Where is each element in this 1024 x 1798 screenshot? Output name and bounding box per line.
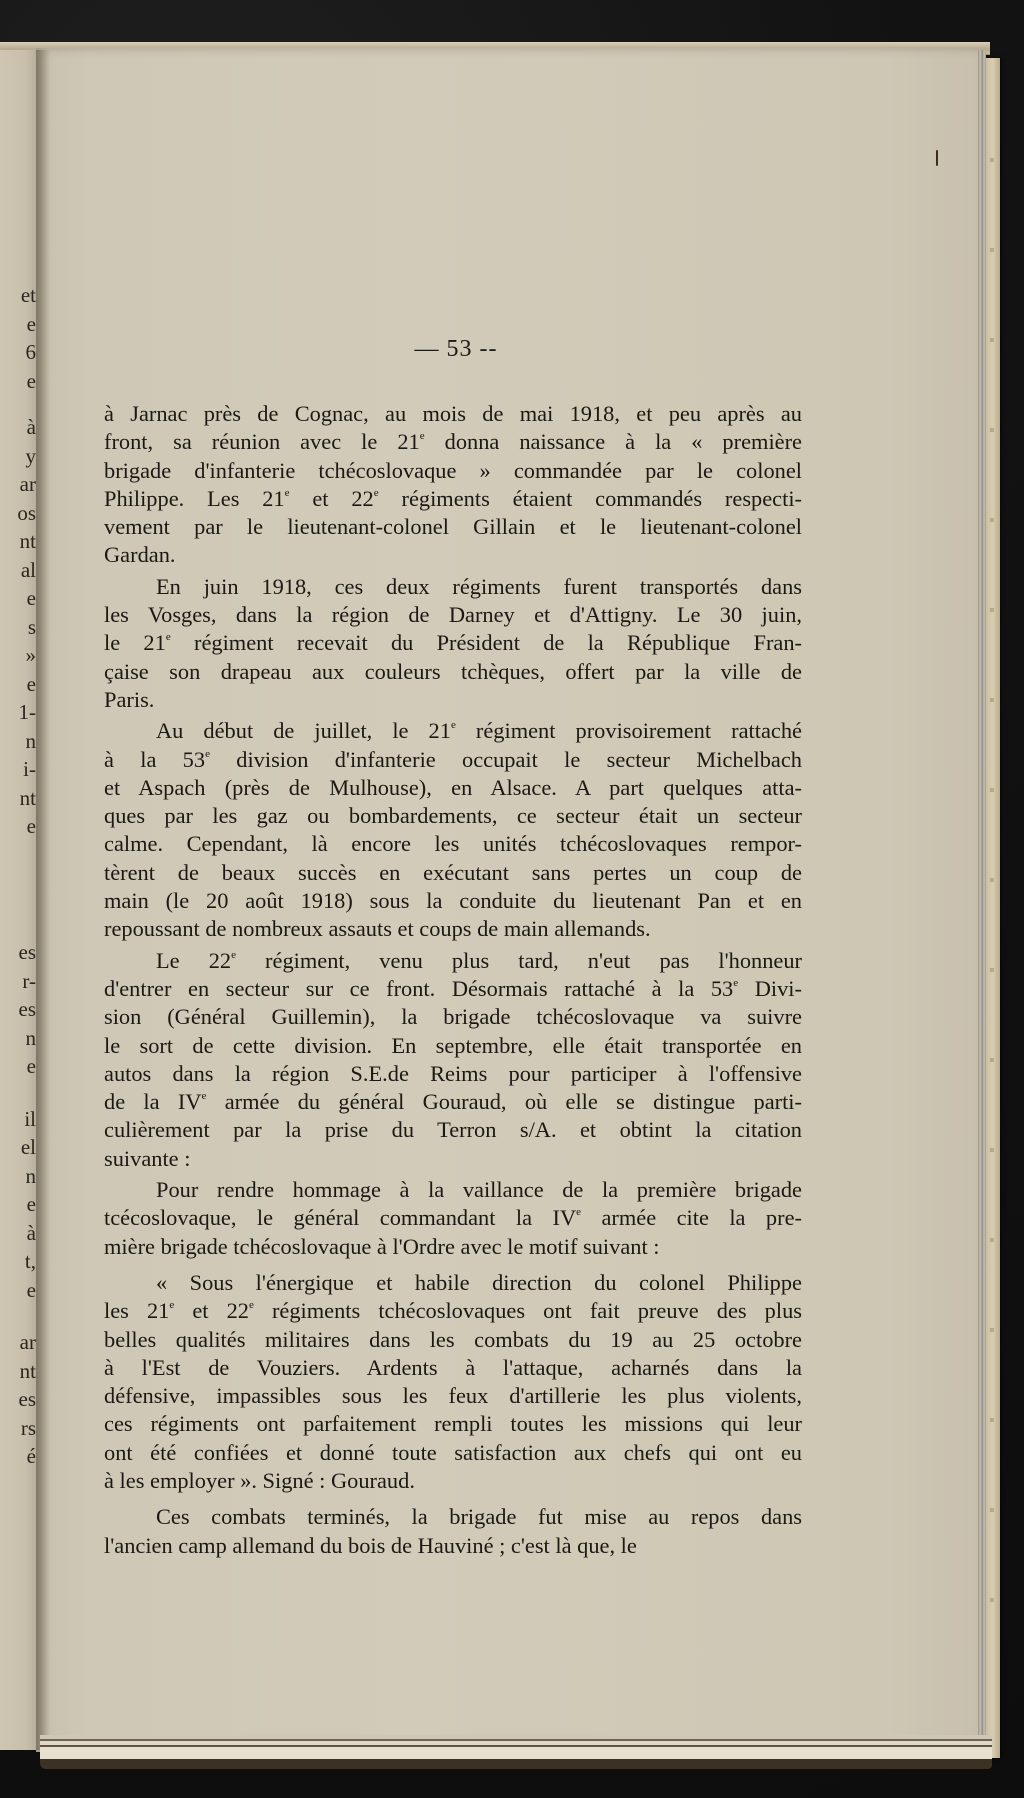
text-line: tèrent de beaux succès en exécutant sans pertes un coup de	[104, 859, 802, 885]
previous-page-fragment: ar	[19, 472, 36, 496]
paragraph-p1	[104, 400, 802, 570]
ordinal-superscript: e	[169, 1299, 175, 1312]
ordinal-superscript: e	[205, 747, 210, 760]
previous-page-fragment: e	[26, 1277, 36, 1302]
text-line: sion (Général Guillemin), la brigade tchécoslovaque va suivre	[104, 1004, 802, 1030]
previous-page-fragment: es	[18, 1387, 36, 1411]
text-line: de la IVe armée du général Gouraud, où elle se distingue parti-	[104, 1089, 802, 1115]
text-line: l'ancien camp allemand du bois de Hauviné ; c'est là que, le	[104, 1532, 637, 1558]
paragraph-gap	[104, 1495, 802, 1503]
ordinal-superscript: e	[248, 1299, 254, 1312]
previous-page-fragment: nt	[19, 529, 36, 553]
ordinal-superscript: e	[733, 976, 739, 989]
previous-page-fragment: n	[25, 1163, 36, 1188]
text-line: Philippe. Les 21e et 22e régiments étaient commandés respecti-	[104, 485, 802, 511]
text-line: et Aspach (près de Mulhouse), en Alsace. A part quelques atta-	[104, 774, 802, 800]
text-line: à l'Est de Vouziers. Ardents à l'attaque, acharnés dans la	[104, 1354, 802, 1380]
gutter-shadow	[36, 50, 50, 1750]
text-line: ques par les gaz ou bombardements, ce secteur était un secteur	[104, 803, 802, 829]
previous-page-fragment: y	[25, 443, 36, 468]
page-stack-edge	[986, 58, 1000, 1758]
previous-page-fragment: ar	[19, 1330, 36, 1354]
previous-page-fragment: i-	[23, 757, 36, 781]
previous-page-fragment: 6	[25, 340, 36, 364]
page-number: — 53 --	[414, 336, 498, 362]
page-bottom-edge	[40, 1735, 992, 1769]
ordinal-superscript: e	[284, 486, 290, 499]
text-line: d'entrer en secteur sur ce front. Désormais rattaché à la 53e Divi-	[104, 975, 802, 1001]
text-line: le sort de cette division. En septembre, elle était transportée en	[104, 1032, 802, 1058]
ordinal-superscript: e	[419, 430, 425, 443]
text-line: culièrement par la prise du Terron s/A. et obtint la citation	[104, 1117, 802, 1143]
page-edge-right	[978, 50, 986, 1750]
previous-page-fragment: e	[26, 311, 36, 336]
previous-page-fragment: es	[18, 940, 36, 964]
previous-page-fragment: e	[26, 671, 36, 696]
previous-page-fragment: r-	[22, 968, 36, 993]
ordinal-superscript: e	[231, 948, 236, 961]
text-line: Pour rendre hommage à la vaillance de la première brigade	[156, 1177, 802, 1203]
paragraph-p2	[104, 573, 802, 714]
paragraph-p7	[104, 1503, 802, 1560]
text-line: les 21e et 22e régiments tchécoslovaques ont fait preuve des plus	[104, 1298, 802, 1324]
previous-page-fragment: n	[25, 728, 36, 753]
text-line: ces régiments ont parfaitement rempli toutes les missions qui leur	[104, 1411, 802, 1437]
text-line: Au début de juillet, le 21e régiment provisoirement rattaché	[156, 718, 802, 744]
text-line: « Sous l'énergique et habile direction du colonel Philippe	[156, 1269, 802, 1295]
text-line: les Vosges, dans la région de Darney et d'Attigny. Le 30 juin,	[104, 602, 802, 628]
previous-page-fragment: e	[26, 814, 36, 838]
previous-page-fragment: e	[26, 368, 36, 393]
previous-page-fragment: t,	[24, 1249, 36, 1273]
paragraph-p4	[104, 947, 802, 1173]
paragraph-gap	[104, 1261, 802, 1269]
text-line: calme. Cependant, là encore les unités tchécoslovaques rempor-	[104, 831, 802, 857]
text-line: Le 22e régiment, venu plus tard, n'eut pas l'honneur	[156, 947, 802, 973]
previous-page-fragment: à	[26, 1220, 36, 1245]
previous-page-fragment: e	[26, 586, 36, 610]
previous-page-fragment: os	[17, 500, 36, 525]
previous-page-fragment: nt	[19, 785, 36, 810]
previous-page-fragment: e	[26, 1054, 36, 1078]
text-line: le 21e régiment recevait du Président de la République Fran-	[104, 630, 803, 656]
text-line: front, sa réunion avec le 21e donna naissance à la « première	[104, 429, 802, 455]
previous-page-fragment: é	[26, 1444, 36, 1468]
text-line: autos dans la région S.E.de Reims pour participer à l'offensive	[104, 1060, 802, 1086]
previous-page-fragment: es	[18, 997, 36, 1021]
text-line: brigade d'infanterie tchécoslovaque » commandée par le colonel	[104, 457, 802, 483]
text-line: En juin 1918, ces deux régiments furent transportés dans	[156, 573, 802, 599]
text-line: Ces combats terminés, la brigade fut mise au repos dans	[156, 1504, 802, 1530]
previous-page-fragment: el	[20, 1135, 36, 1159]
previous-page-fragment: s	[27, 614, 36, 639]
text-line: vement par le lieutenant-colonel Gillain et le lieutenant-colonel	[104, 514, 802, 540]
ordinal-superscript: e	[450, 719, 456, 732]
text-line: à Jarnac près de Cognac, au mois de mai 1918, et peu après au	[104, 401, 802, 426]
previous-page-fragment: al	[20, 557, 36, 582]
text-line: à les employer ». Signé : Gouraud.	[104, 1467, 415, 1493]
previous-page-fragment: nt	[19, 1358, 36, 1383]
ordinal-superscript: e	[165, 631, 171, 644]
ordinal-superscript: e	[373, 486, 379, 499]
paragraph-p6	[104, 1269, 802, 1495]
text-line: çaise son drapeau aux couleurs tchèques, offert par la ville de	[104, 658, 802, 684]
text-line: défensive, impassibles sous les feux d'artillerie les plus violents,	[104, 1383, 802, 1409]
paragraph-p3	[104, 717, 802, 943]
body-text	[104, 400, 802, 1560]
text-line: belles qualités militaires dans les combats du 19 au 25 octobre	[104, 1326, 802, 1352]
text-line: à la 53e division d'infanterie occupait le secteur Michelbach	[104, 746, 802, 772]
text-line: ont été confiées et donné toute satisfaction aux chefs qui ont eu	[104, 1439, 802, 1465]
previous-page-fragment: n	[25, 1025, 36, 1050]
book-page	[36, 48, 980, 1752]
previous-page-fragment: et	[20, 283, 36, 307]
previous-page-fragment: »	[25, 643, 36, 667]
previous-page-fragment: il	[24, 1106, 36, 1131]
ink-mark	[936, 150, 938, 166]
previous-page-fragment: rs	[20, 1415, 36, 1440]
text-line: suivante :	[104, 1145, 191, 1171]
ordinal-superscript: e	[201, 1090, 207, 1103]
previous-page-fragment: e	[26, 1192, 36, 1216]
text-line: repoussant de nombreux assauts et coups de main allemands.	[104, 916, 651, 942]
text-line: main (le 20 août 1918) sous la conduite du lieutenant Pan et en	[104, 888, 802, 914]
text-line: tcécoslovaque, le général commandant la IVe armée cite la pre-	[104, 1205, 802, 1231]
ordinal-superscript: e	[576, 1206, 581, 1219]
previous-page-fragment: 1-	[18, 700, 36, 724]
text-line: Gardan.	[104, 542, 176, 568]
paragraph-p5	[104, 1176, 802, 1261]
text-line: Paris.	[104, 686, 155, 712]
previous-page-fragment: à	[26, 415, 36, 439]
text-line: mière brigade tchécoslovaque à l'Ordre avec le motif suivant :	[104, 1233, 660, 1259]
